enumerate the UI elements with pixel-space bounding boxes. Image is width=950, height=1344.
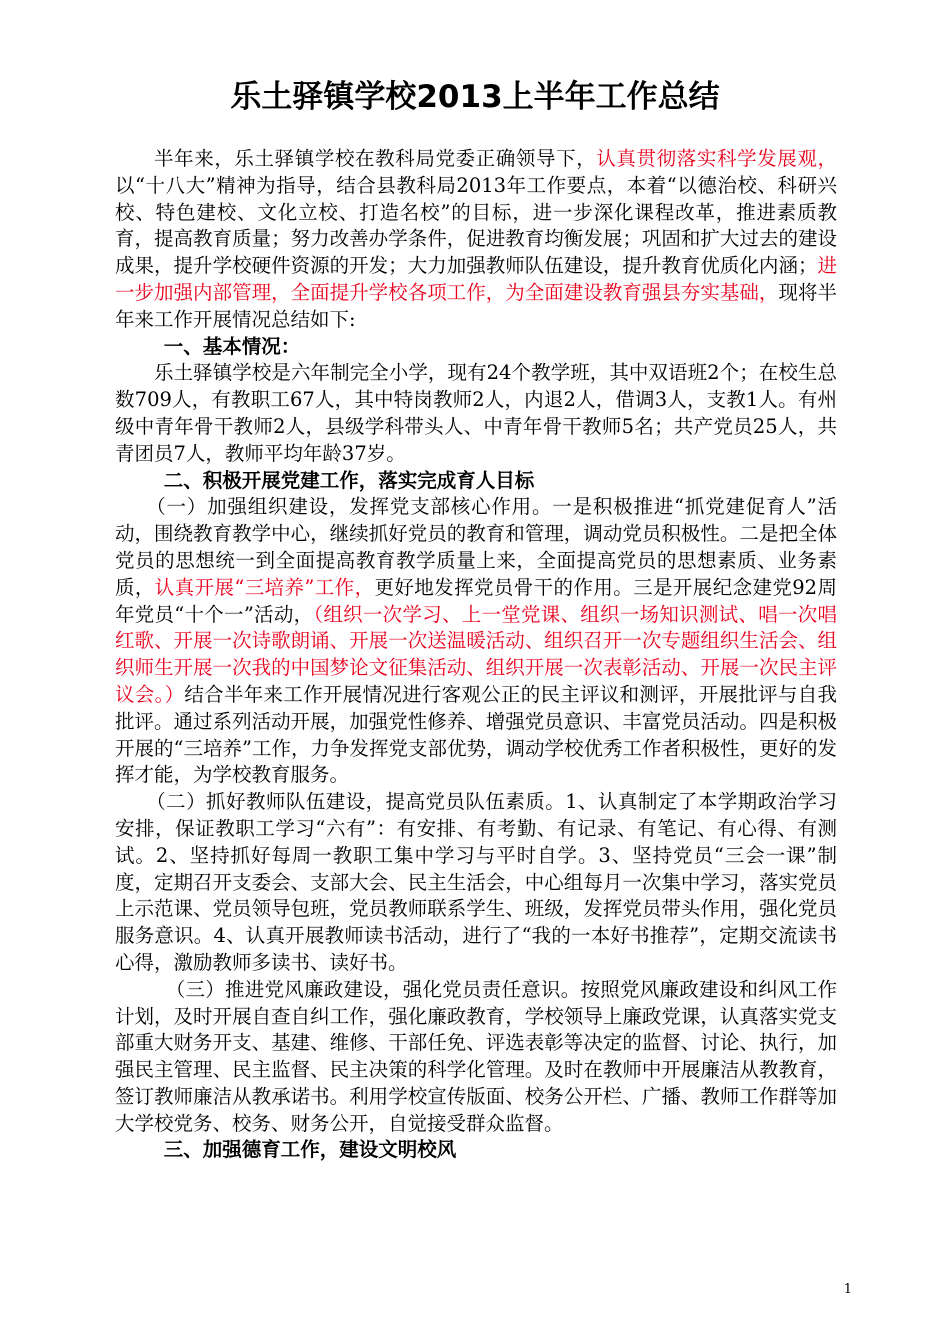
section3-heading: 三、加强德育工作，建设文明校风 <box>163 1138 457 1162</box>
section2-paragraph-3: （三）推进党风廉政建设，强化党员责任意识。按照党风廉政建设和纠风工作计划，及时开展自查自纠工作，强化廉政教育，学校领导上廉政党课，认真落实党支部重大财务开支、基建、维修、干部任免、评选表彰等决定的监督、讨论、执行，加强民主管理、民主监督、民主决策的科学化管理。及时在教师中开展廉洁从教教育，签订教师廉洁从教承诺书。利用学校宣传版面、校务公开栏、广播、教师工作群等加大学校党务、校务、财务公开，自觉接受群众监督。 <box>115 977 837 1135</box>
section1-heading: 一、基本情况： <box>163 334 301 358</box>
section2-p1-highlight-2: （组织一次学习、上一堂党课、组织一场知识测试、唱一次唱红歌、开展一次诗歌朗诵、开展一次送温暖活动、组织召开一次专题组织生活会、组织师生开展一次我的中国梦论文征集活动、组织开展一次表彰活动、开展一次民主评议会。） <box>115 602 837 706</box>
intro-paragraph <box>115 146 837 334</box>
intro-text-1: 半年来，乐土驿镇学校在教科局党委正确领导下， <box>154 147 597 170</box>
intro-highlight-1: 认真贯彻落实科学发展观， <box>596 147 837 170</box>
section2-p1-text-1: （一）加强组织建设，发挥党支部核心作用。一是积极推进“抓党建促育人”活动，围绕教育教学中心，继续抓好党员的教育和管理，调动党员积极性。二是把全体党员的思想统一到全面提高教育教学质量上来，全面提高党员的思想素质、业务素质， <box>115 495 837 599</box>
section2-p1-text-2: 更好地发挥党员骨干的作用。三是开展纪念建党92周年党员“十个一”活动， <box>115 575 837 626</box>
section2-paragraph-2: （二）抓好教师队伍建设，提高党员队伍素质。1、认真制定了本学期政治学习安排，保证教职工学习“六有”：有安排、有考勤、有记录、有笔记、有心得、有测试。2、坚持抓好每周一教职工集中学习与平时自学。3、坚持党员“三会一课”制度，定期召开支委会、支部大会、民主生活会，中心组每月一次集中学习，落实党员上示范课、党员领导包班，党员教师联系学生、班级，发挥党员带头作用，强化党员服务意识。4、认真开展教师读书活动，进行了“我的一本好书推荐”，定期交流读书心得，激励教师多读书、读好书。 <box>115 790 837 974</box>
intro-text-3: 现将半年来工作开展情况总结如下: <box>115 280 837 331</box>
intro-text-2: 以“十八大”精神为指导，结合县教科局2013年工作要点，本着“以德治校、科研兴校、特色建校、文化立校、打造名校”的目标，进一步深化课程改革，推进素质教育，提高教育质量；努力改善办学条件，促进教育均衡发展；巩固和扩大过去的建设成果，提升学校硬件资源的开发；大力加强教师队伍建设，提升教育优质化内涵； <box>115 173 837 278</box>
section2-p1-text-3: 结合半年来工作开展情况进行客观公正的民主评议和测评，开展批评与自我批评。通过系列活动开展，加强党性修养、增强党员意识、丰富党员活动。四是积极开展的“三培养”工作，力争发挥党支部优势，调动学校优秀工作者积极性，更好的发挥才能，为学校教育服务。 <box>115 682 837 787</box>
page-number: 1 <box>843 1282 852 1297</box>
section2-p1-highlight-1: 认真开展“三培养”工作， <box>154 575 375 599</box>
section1-paragraph: 乐土驿镇学校是六年制完全小学，现有24个教学班，其中双语班2个；在校生总数709人，有教职工67人，其中特岗教师2人，内退2人，借调3人，支教1人。有州级中青年骨干教师2人，县级学科带头人、中青年骨干教师5名；共产党员25人，共青团员7人，教师平均年龄37岁。 <box>115 361 837 465</box>
section2-heading: 二、积极开展党建工作，落实完成育人目标 <box>163 468 535 492</box>
section2-paragraph-1 <box>115 494 837 789</box>
document-body <box>115 146 837 1164</box>
document-title: 乐土驿镇学校2013上半年工作总结 <box>230 79 720 115</box>
intro-highlight-2: 进一步加强内部管理，全面提升学校各项工作，为全面建设教育强县夯实基础， <box>115 254 837 304</box>
